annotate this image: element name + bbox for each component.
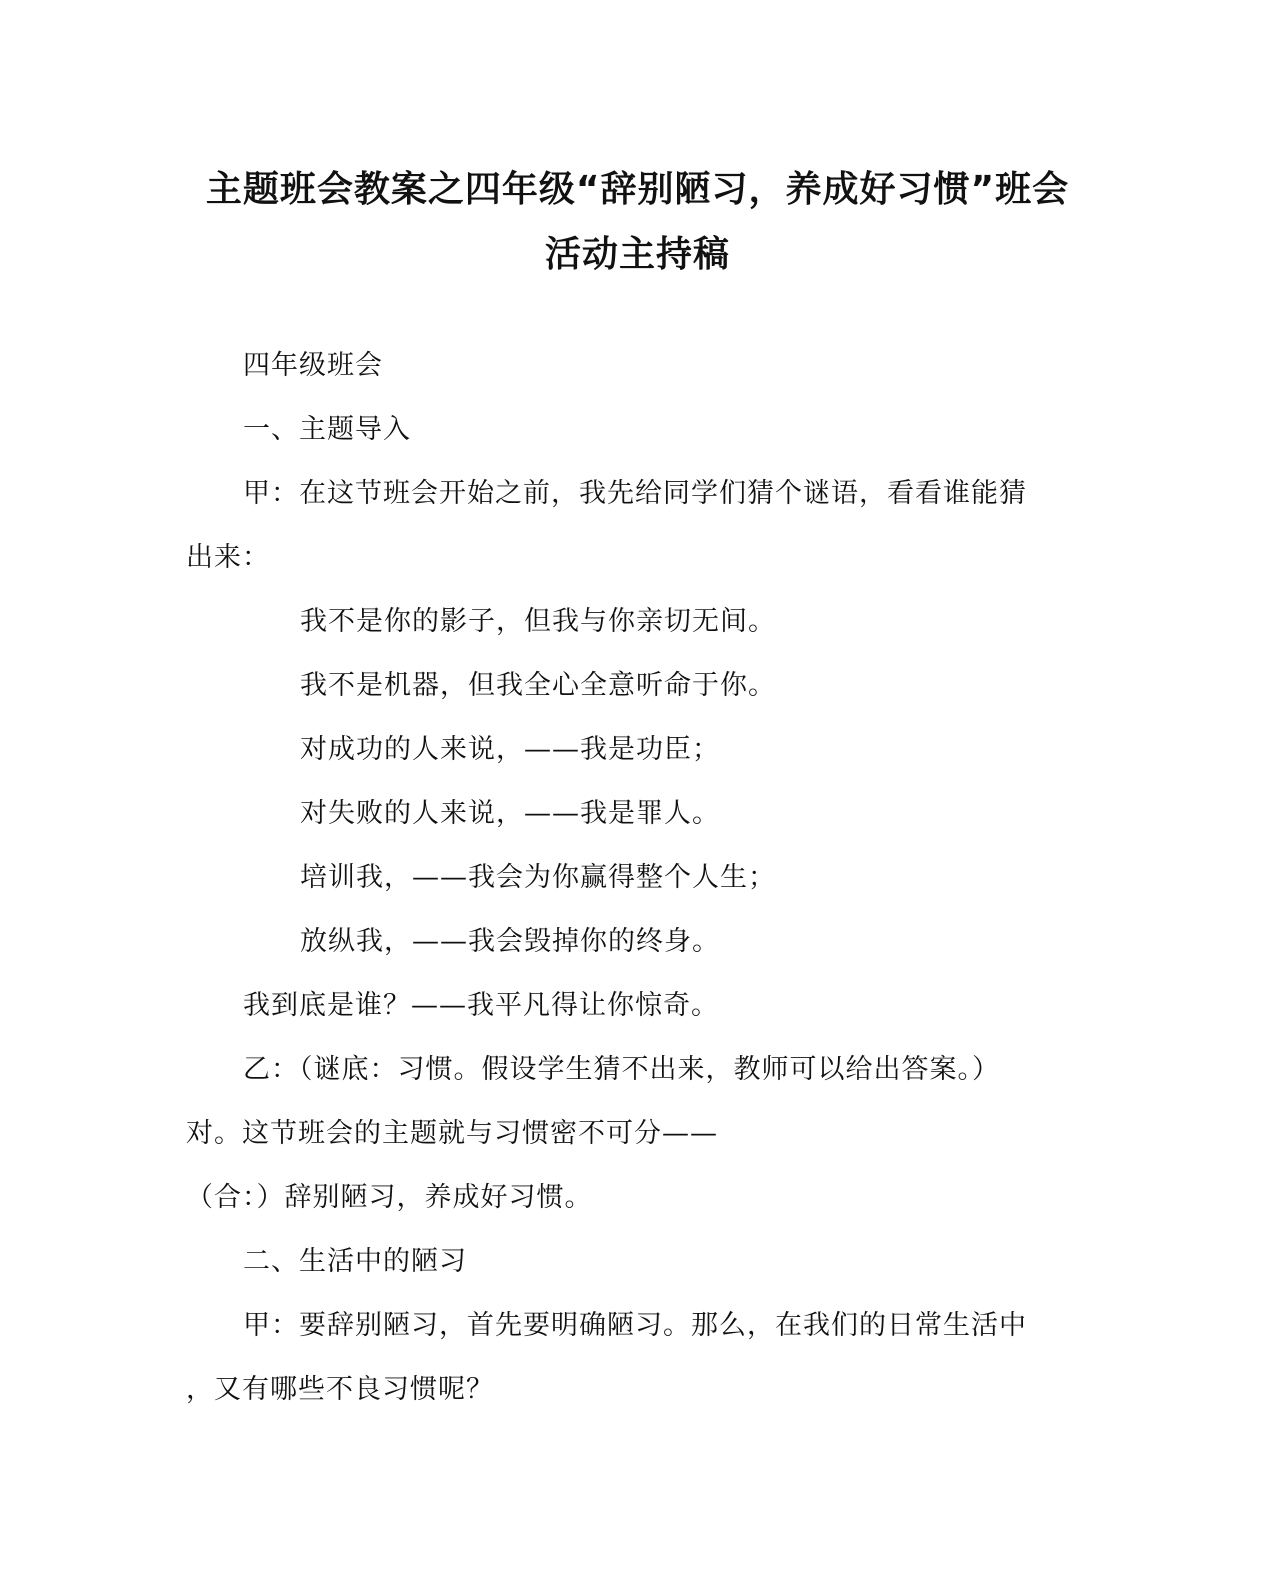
riddle-line: 我不是你的影子，但我与你亲切无间。 [300, 606, 776, 637]
paragraph-line: 甲：在这节班会开始之前，我先给同学们猜个谜语，看看谁能猜 [243, 478, 1027, 509]
section-heading-1: 一、主题导入 [243, 414, 411, 445]
riddle-line: 放纵我，——我会毁掉你的终身。 [300, 926, 720, 957]
riddle-line: 我不是机器，但我全心全意听命于你。 [300, 670, 776, 701]
class-label: 四年级班会 [243, 350, 383, 381]
paragraph-line: 出来： [186, 542, 270, 573]
page-title-line-2: 活动主持稿 [544, 234, 730, 275]
paragraph-line: （合：）辞别陋习，养成好习惯。 [186, 1182, 593, 1213]
paragraph-line: ，又有哪些不良习惯呢？ [186, 1374, 494, 1405]
riddle-line: 培训我，——我会为你赢得整个人生； [300, 862, 776, 893]
paragraph-line: 对。这节班会的主题就与习惯密不可分—— [186, 1118, 718, 1149]
page-title-line-1: 主题班会教案之四年级“辞别陋习，养成好习惯”班会 [205, 169, 1070, 210]
paragraph-line: 甲：要辞别陋习，首先要明确陋习。那么，在我们的日常生活中 [243, 1310, 1027, 1341]
riddle-line: 对成功的人来说，——我是功臣； [300, 734, 720, 765]
paragraph-line: 乙：（谜底：习惯。假设学生猜不出来，教师可以给出答案。） [243, 1054, 1000, 1085]
section-heading-2: 二、生活中的陋习 [243, 1246, 467, 1277]
riddle-line: 我到底是谁？——我平凡得让你惊奇。 [243, 990, 719, 1021]
riddle-line: 对失败的人来说，——我是罪人。 [300, 798, 720, 829]
